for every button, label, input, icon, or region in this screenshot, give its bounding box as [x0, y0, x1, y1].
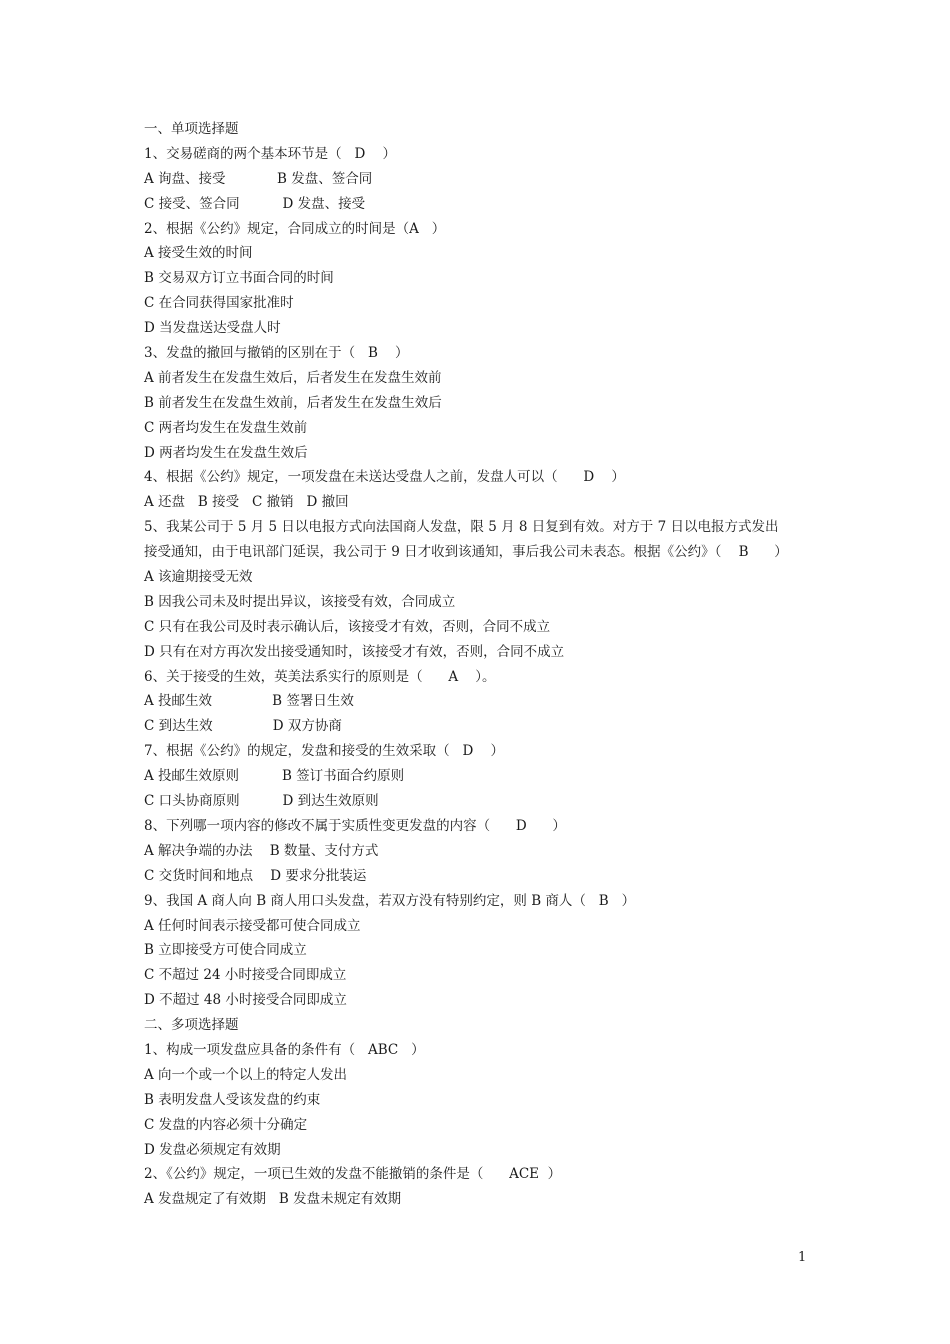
- text-line: A 该逾期接受无效: [144, 569, 253, 586]
- text-line: 接受通知，由于电讯部门延误，我公司于 9 日才收到该通知，事后我公司未表态。根据《公约》（ B ）: [144, 544, 788, 561]
- text-line: C 两者均发生在发盘生效前: [144, 419, 308, 436]
- document-body: [144, 117, 824, 1212]
- text-line: A 解决争端的办法 B 数量、支付方式: [144, 842, 379, 859]
- text-line: 2、根据《公约》规定，合同成立的时间是（A ）: [144, 220, 446, 237]
- text-line: C 接受、签合同 D 发盘、接受: [144, 195, 366, 212]
- text-line: C 到达生效 D 双方协商: [144, 718, 342, 735]
- text-line: D 当发盘送达受盘人时: [144, 320, 281, 337]
- text-line: C 口头协商原则 D 到达生效原则: [144, 793, 379, 810]
- page-number: 1: [798, 1250, 807, 1265]
- text-line: 7、根据《公约》的规定，发盘和接受的生效采取（ D ）: [144, 743, 504, 760]
- text-line: C 交货时间和地点 D 要求分批装运: [144, 867, 367, 884]
- text-line: A 接受生效的时间: [144, 245, 253, 262]
- text-line: 9、我国 A 商人向 B 商人用口头发盘，若双方没有特别约定，则 B 商人（ B ）: [144, 892, 636, 909]
- text-line: 一、单项选择题: [144, 121, 239, 137]
- text-line: 6、关于接受的生效，英美法系实行的原则是（ A ）。: [144, 668, 496, 685]
- text-line: A 发盘规定了有效期 B 发盘未规定有效期: [144, 1191, 402, 1208]
- text-line: 4、根据《公约》规定，一项发盘在未送达受盘人之前，发盘人可以（ D ）: [144, 469, 625, 486]
- text-line: B 因我公司未及时提出异议，该接受有效，合同成立: [144, 593, 456, 610]
- text-line: D 只有在对方再次发出接受通知时，该接受才有效，否则，合同不成立: [144, 643, 565, 660]
- text-line: B 立即接受方可使合同成立: [144, 942, 307, 959]
- text-line: A 投邮生效原则 B 签订书面合约原则: [144, 768, 405, 785]
- text-line: 5、我某公司于 5 月 5 日以电报方式向法国商人发盘，限 5 月 8 日复到有效。对方于 7 日以电报方式发出: [144, 519, 779, 536]
- text-line: C 不超过 24 小时接受合同即成立: [144, 967, 347, 984]
- text-line: B 表明发盘人受该发盘的约束: [144, 1091, 321, 1108]
- text-line: A 任何时间表示接受都可使合同成立: [144, 917, 361, 934]
- text-line: 3、发盘的撤回与撤销的区别在于（ B ）: [144, 345, 409, 362]
- text-line: A 向一个或一个以上的特定人发出: [144, 1066, 348, 1083]
- text-line: B 交易双方订立书面合同的时间: [144, 270, 334, 287]
- text-line: D 发盘必须规定有效期: [144, 1141, 281, 1158]
- text-line: A 投邮生效 B 签署日生效: [144, 693, 354, 710]
- text-line: A 询盘、接受 B 发盘、签合同: [144, 170, 373, 187]
- text-line: 二、多项选择题: [144, 1017, 239, 1034]
- text-line: D 两者均发生在发盘生效后: [144, 444, 308, 461]
- text-line: C 只有在我公司及时表示确认后，该接受才有效，否则，合同不成立: [144, 618, 551, 635]
- text-line: B 前者发生在发盘生效前，后者发生在发盘生效后: [144, 394, 442, 411]
- text-line: D 不超过 48 小时接受合同即成立: [144, 992, 347, 1009]
- text-line: C 发盘的内容必须十分确定: [144, 1116, 308, 1133]
- text-line: 1、构成一项发盘应具备的条件有（ ABC ）: [144, 1041, 425, 1058]
- text-line: 2、《公约》规定，一项已生效的发盘不能撤销的条件是（ ACE ）: [144, 1166, 562, 1183]
- text-line: 8、下列哪一项内容的修改不属于实质性变更发盘的内容（ D ）: [144, 817, 566, 834]
- text-line: 1、交易磋商的两个基本环节是（ D ）: [144, 145, 396, 162]
- text-line: A 前者发生在发盘生效后，后者发生在发盘生效前: [144, 369, 442, 386]
- text-line: A 还盘 B 接受 C 撤销 D 撤回: [144, 494, 349, 511]
- text-line: C 在合同获得国家批准时: [144, 295, 294, 312]
